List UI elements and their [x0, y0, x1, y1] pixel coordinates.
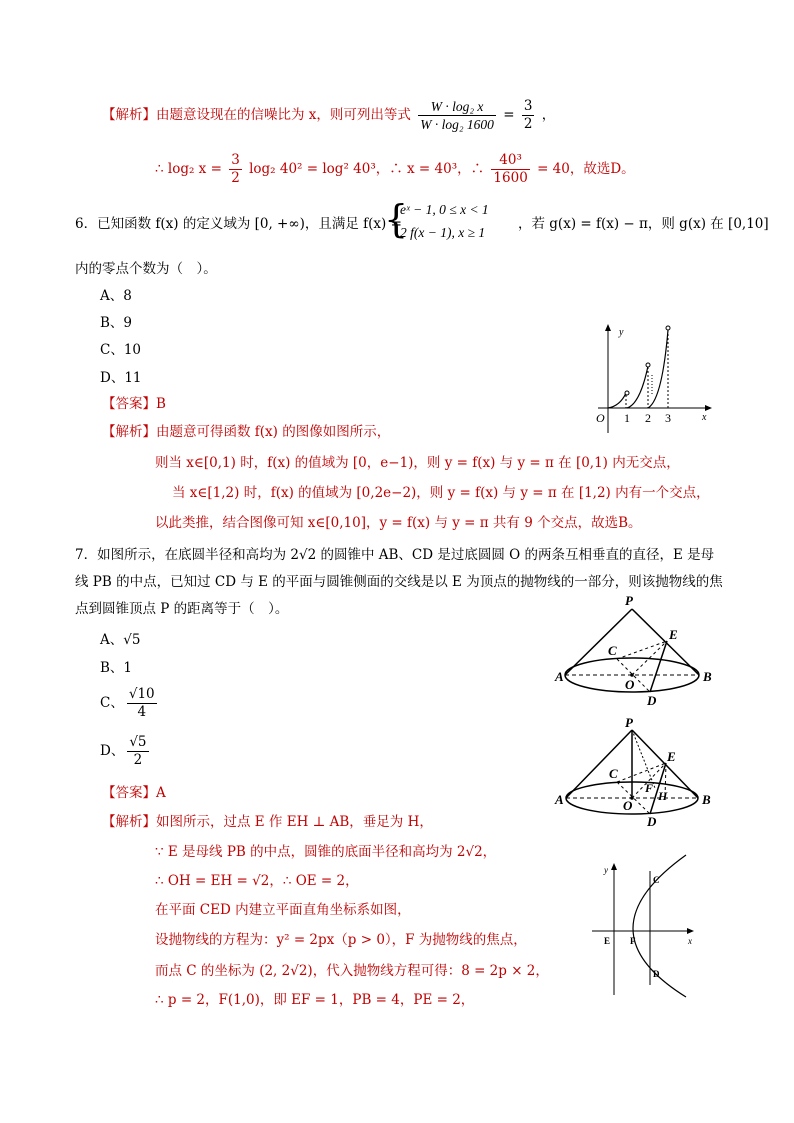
- answer-tag: 【答案】: [102, 396, 156, 412]
- parabola-figure: [590, 855, 700, 1000]
- label-D: D: [647, 814, 657, 829]
- cone-figure-1: [555, 595, 720, 710]
- q7-solution-7: ∴ p = 2，F(1,0)，即 EF = 1，PB = 4，PE = 2，: [155, 992, 475, 1008]
- label-F: F: [645, 781, 654, 795]
- q6-option-b: B、9: [100, 315, 133, 331]
- piecewise-brace: {: [384, 197, 409, 241]
- origin-label: O: [596, 411, 605, 425]
- q7-option-b: B、1: [100, 660, 133, 676]
- label-A: A: [555, 792, 564, 807]
- q7-solution-5: 设抛物线的方程为：y² = 2px（p > 0），F 为抛物线的焦点，: [155, 932, 527, 948]
- label-O: O: [625, 677, 635, 692]
- piecewise-case2: 2 f(x − 1), x ≥ 1: [400, 225, 486, 240]
- label-H: H: [658, 789, 668, 803]
- q7-stem-2: 线 PB 的中点，已知过 CD 与 E 的平面与圆锥侧面的交线是以 E 为顶点的抛物线的一部分，则该抛物线的焦: [75, 574, 723, 590]
- tick-2: 2: [645, 411, 651, 425]
- label-P: P: [625, 593, 633, 608]
- label-P: P: [625, 715, 633, 730]
- solution-tag: 【解析】: [102, 107, 156, 123]
- q7-solution-6: 而点 C 的坐标为 (2, 2√2)，代入抛物线方程可得：8 = 2p × 2，: [155, 963, 549, 979]
- q6-option-a: A、8: [100, 288, 132, 304]
- label-C: C: [653, 875, 660, 885]
- label-D: D: [653, 969, 660, 979]
- answer-tag: 【答案】: [102, 785, 156, 801]
- q7-answer: [102, 781, 166, 801]
- q6-stem-c: 内的零点个数为（ ）。: [75, 261, 217, 277]
- label-B: B: [703, 669, 712, 684]
- answer-value: A: [156, 785, 166, 801]
- y-axis-label: y: [619, 327, 624, 338]
- tick-1: 1: [624, 411, 630, 425]
- q6-solution-2: 则当 x∈[0,1) 时，f(x) 的值域为 [0，e−1)，则 y = f(x) 与 y = π 在 [0,1) 内无交点，: [155, 455, 680, 471]
- q7-solution-1: 【解析】如图所示，过点 E 作 EH ⊥ AB，垂足为 H，: [102, 814, 433, 830]
- label-A: A: [555, 669, 564, 684]
- label-D: D: [647, 693, 657, 708]
- label-B: B: [702, 792, 711, 807]
- x-axis-label: x: [688, 936, 692, 946]
- q7-stem-1: 7．如图所示，在底圆半径和高均为 2√2 的圆锥中 AB、CD 是过底圆圆 O 的两条互相垂直的直径，E 是母: [75, 547, 715, 563]
- q7-solution-2: ∵ E 是母线 PB 的中点，圆锥的底面半径和高均为 2√2，: [155, 844, 497, 860]
- q6-solution-1: 【解析】由题意可得函数 f(x) 的图像如图所示，: [102, 424, 391, 440]
- q6-option-d: D、11: [100, 370, 142, 386]
- label-C: C: [609, 766, 618, 781]
- q7-option-a: A、√5: [100, 632, 141, 648]
- q6-solution-4: 以此类推，结合图像可知 x∈[0,10]，y = f(x) 与 y = π 共有 9 个交点，故选B。: [155, 515, 642, 531]
- y-axis-label: y: [604, 865, 608, 875]
- fraction: $\frac{\text{W · log₂ x}}{\text{W · log₂ 1600}}$: [420, 99, 494, 132]
- q6-solution-3: 当 x∈[1,2) 时，f(x) 的值域为 [0,2e−2)，则 y = f(x) 与 y = π 在 [1,2) 内有一个交点，: [172, 485, 710, 501]
- q7-solution-3: ∴ OH = EH = √2，∴ OE = 2，: [155, 873, 359, 889]
- q6-function-graph: [590, 320, 720, 440]
- label-F: F: [630, 936, 636, 946]
- solution-text: 由题意设现在的信噪比为 x，则可列出等式: [156, 107, 411, 123]
- q7-option-d: D、 $\frac{√5}{2}$: [100, 734, 147, 768]
- q7-stem-3: 点到圆锥顶点 P 的距离等于（ ）。: [75, 601, 289, 617]
- solution-tag: 【解析】: [102, 814, 156, 830]
- label-C: C: [608, 643, 617, 658]
- piecewise-case1: eˣ − 1, 0 ≤ x < 1: [400, 202, 489, 217]
- q5-solution-line2: ∴ log₂ x = $\frac{3}{2}$ log₂ 40² = log² 40³，∴ x = 40³，∴ $\frac{\text{40³}}{1600}$ = 40，故选D。: [155, 152, 635, 186]
- q7-solution-4: 在平面 CED 内建立平面直角坐标系如图，: [155, 902, 411, 918]
- tick-3: 3: [665, 411, 671, 425]
- q6-stem-b: ，若 g(x) = f(x) − π，则 g(x) 在 [0,10]: [518, 216, 769, 232]
- q6-option-c: C、10: [100, 342, 142, 358]
- label-E: E: [669, 627, 678, 642]
- q6-stem-a: 6．已知函数 f(x) 的定义域为 [0, +∞)，且满足 f(x) =: [75, 216, 402, 232]
- cone-figure-2: [555, 715, 720, 830]
- x-axis-label: x: [702, 412, 707, 423]
- q7-option-c: C、 $\frac{√10}{4}$: [100, 686, 155, 720]
- answer-value: B: [156, 396, 166, 412]
- solution-tag: 【解析】: [102, 424, 156, 440]
- fraction: $\frac{3}{2}$: [523, 98, 533, 132]
- q5-solution-line1: 【解析】由题意设现在的信噪比为 x，则可列出等式 $\frac{\text{W · log₂ x}}{\text{W · log₂ 1600}}$ = $\frac{3}{2}$ ，: [102, 98, 556, 132]
- q6-answer: [102, 392, 166, 412]
- label-O: O: [623, 798, 633, 813]
- label-E: E: [604, 936, 611, 946]
- label-E: E: [667, 749, 676, 764]
